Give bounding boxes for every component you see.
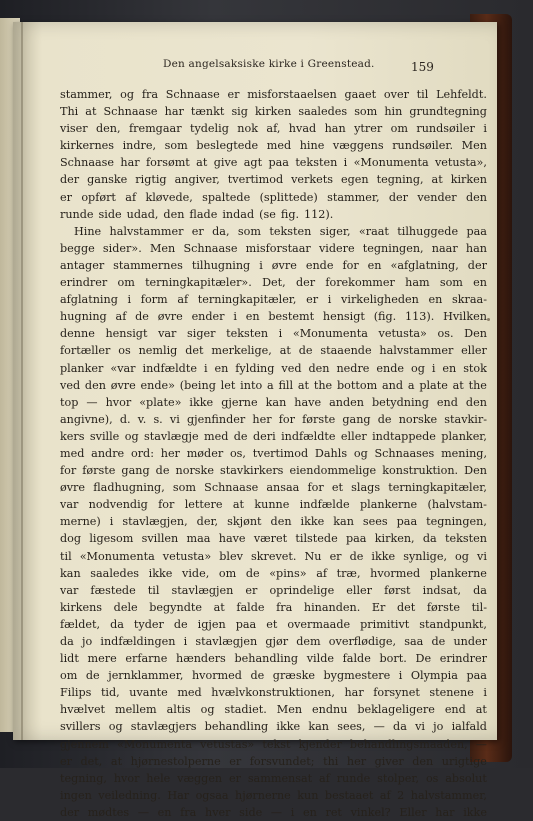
text-line: merne) i stavlægjen, der, skjønt den ikke kan sees paa tegningen, — [60, 515, 487, 529]
text-line: med andre ord: her møder os, tvertimod Dahls og Schnaases mening, — [60, 446, 487, 460]
text-line: top — hvor «plate» ikke gjerne kan have anden betydning end den — [60, 395, 487, 409]
body-text — [60, 86, 487, 821]
text-line: gjennem «Monumenta vetustas» tekst kjender behandlingsmaaden, — — [60, 737, 487, 751]
text-line: øvre fladhugning, som Schnaase ansaa for et slags terningkapitæler, — [60, 481, 487, 495]
text-line: om de jernklammer, hvormed de græske bygmestere i Olympia paa — [60, 669, 487, 683]
text-line: lidt mere erfarne hænders behandling vilde falde bort. De erindrer — [60, 652, 487, 666]
text-line: hvælvet mellem altis og stadiet. Men endnu beklageligere end at — [60, 703, 487, 717]
text-line: var nodvendig for lettere at kunne indfælde plankerne (halvstam- — [60, 498, 487, 512]
text-line: stammer, og fra Schnaase er misforstaaelsen gaaet over til Lehfeldt. — [60, 88, 487, 101]
text-line: fortæller os nemlig det merkelige, at de staaende halvstammer eller — [60, 344, 487, 358]
text-line: angivne), d. v. s. vi gjenfinder her for første gang de norske stavkir- — [60, 412, 487, 426]
text-line: Thi at Schnaase har tænkt sig kirken saaledes som hin grundtegning — [60, 105, 487, 119]
text-line: ingen veiledning. Har ogsaa hjørnerne kun bestaaet af 2 halvstammer, — [60, 788, 487, 802]
text-line: afglatning i form af terningkapitæler, er i virkeligheden en skraa- — [60, 293, 487, 307]
text-line: for første gang de norske stavkirkers eiendommelige konstruktion. Den — [60, 464, 487, 478]
text-line: dog ligesom svillen maa have været tilstede paa kirken, da teksten — [60, 532, 487, 546]
text-line: til «Monumenta vetusta» blev skrevet. Nu er de ikke synlige, og vi — [60, 549, 487, 563]
paper-spot — [487, 318, 490, 321]
text-line: da jo indfældingen i stavlægjen gjør dem overflødige, saa de under — [60, 635, 487, 648]
book-page — [13, 22, 497, 819]
text-line: runde side udad, den flade indad (se fig. 112). — [60, 207, 334, 221]
running-head: Den angelsaksiske kirke i Greenstead. — [163, 58, 375, 70]
text-line: Schnaase har forsømt at give agt paa teksten i «Monumenta vetusta», — [60, 156, 487, 170]
text-line: kirkens dele begyndte at falde fra hinanden. Er det første til- — [60, 600, 487, 614]
text-line: hugning af de øvre ender i en bestemt hensigt (fig. 113). Hvilken — [60, 310, 487, 324]
text-line: kirkernes indre, som beslegtede med hine væggens rundsøiler. Men — [60, 139, 487, 153]
text-line: tegning, hvor hele væggen er sammensat af runde stolper, os absolut — [60, 771, 487, 785]
text-line: Hine halvstammer er da, som teksten siger, «raat tilhuggede paa — [74, 224, 487, 238]
page-number: 159 — [411, 60, 434, 74]
text-line: viser den, fremgaar tydelig nok af, hvad han ytrer om rundsøiler i — [60, 122, 487, 136]
text-line: antager stammernes tilhugning i øvre ende for en «afglatning, der — [60, 258, 487, 272]
text-line: planker «var indfældte i en fylding ved den nedre ende og i en stok — [60, 361, 487, 375]
text-line: fældet, da tyder de igjen paa et overmaade primitivt standpunkt, — [60, 617, 487, 631]
text-line: kers sville og stavlægje med de deri indfældte eller indtappede planker, — [60, 429, 487, 443]
text-line: ved den øvre ende» (being let into a fill at the bottom and a plate at the — [60, 378, 487, 392]
text-line: kan saaledes ikke vide, om de «pins» af træ, hvormed plankerne — [60, 566, 487, 580]
text-line: erindrer om terningkapitæler». Det, der forekommer ham som en — [60, 276, 487, 290]
text-line: var fæstede til stavlægjen er oprindelige eller først indsat, da — [60, 583, 487, 597]
text-line: begge sider». Men Schnaase misforstaar videre tegningen, naar han — [60, 241, 487, 255]
text-line: Filips tid, uvante med hvælvkonstruktionen, har forsynet stenene i — [60, 686, 487, 700]
gutter-shadow — [21, 22, 23, 740]
text-line: denne hensigt var siger teksten i «Monumenta vetusta» os. Den — [60, 327, 487, 341]
text-line: er det, at hjørnestolperne er forsvundet; thi her giver den urigtige — [60, 754, 487, 768]
text-line: er opført af kløvede, spaltede (splittede) stammer, der vender den — [60, 190, 487, 204]
text-line: der mødtes — en fra hver side — i en ret vinkel? Eller har ikke — [60, 805, 487, 819]
text-line: der ganske rigtig angiver, tvertimod verkets egen tegning, at kirken — [60, 173, 487, 187]
text-line: svillers og stavlægjers behandling ikke kan sees, — da vi jo ialfald — [60, 720, 487, 734]
